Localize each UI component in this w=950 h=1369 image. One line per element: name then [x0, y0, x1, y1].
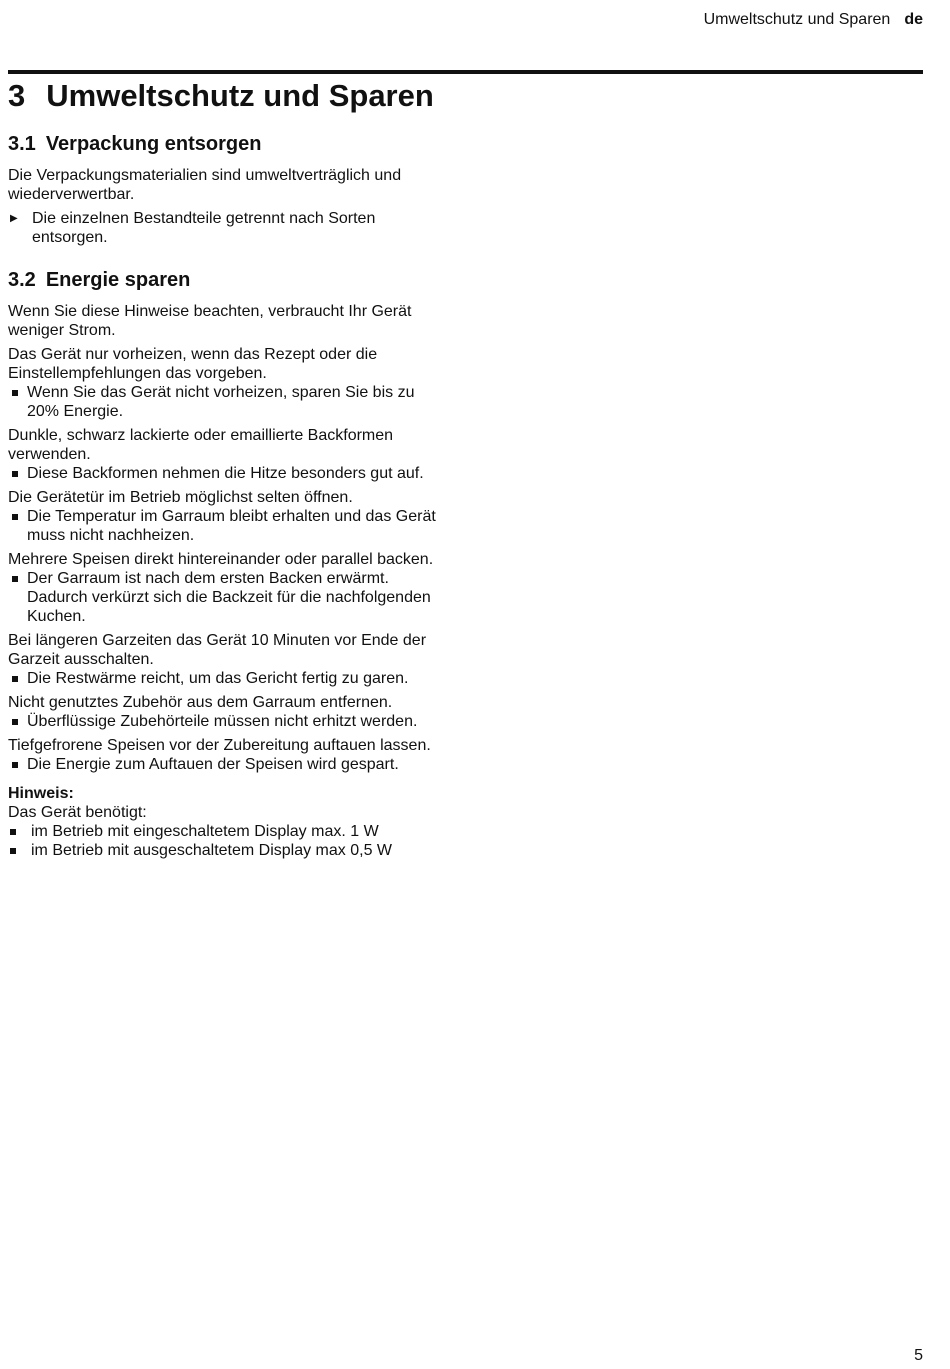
page-number: 5	[914, 1347, 923, 1364]
tip-result	[8, 464, 448, 483]
tip-result-text: Die Restwärme reicht, um das Gericht fertig zu garen.	[27, 670, 409, 687]
section-title: Verpackung entsorgen	[45, 133, 262, 155]
tip-result-text: Die Energie zum Auftauen der Speisen wird gespart.	[27, 756, 399, 773]
running-header	[704, 11, 923, 29]
header-rule	[8, 70, 923, 74]
tip-result	[8, 755, 448, 774]
instruction-step	[8, 209, 448, 247]
note-list-item-text: im Betrieb mit eingeschaltetem Display max. 1 W	[31, 823, 379, 840]
tip-block	[8, 426, 448, 483]
square-bullet-icon	[12, 576, 18, 582]
running-header-title: Umweltschutz und Sparen	[703, 11, 891, 28]
section-heading-2	[8, 268, 448, 292]
tip-result-text: Die Temperatur im Garraum bleibt erhalten und das Gerät muss nicht nachheizen.	[27, 508, 436, 544]
tip-result-text: Diese Backformen nehmen die Hitze besonders gut auf.	[27, 465, 424, 482]
tip-text: Bei längeren Garzeiten das Gerät 10 Minuten vor Ende der Garzeit ausschalten.	[8, 632, 427, 668]
square-bullet-icon	[12, 471, 18, 477]
tip-text: Dunkle, schwarz lackierte oder emaillierte Backformen verwenden.	[8, 427, 394, 463]
instruction-step-text: Die einzelnen Bestandteile getrennt nach Sorten entsorgen.	[32, 210, 376, 246]
note-label: Hinweis:	[8, 785, 74, 802]
tip-result-text: Überflüssige Zubehörteile müssen nicht erhitzt werden.	[27, 713, 418, 730]
tip-text: Tiefgefrorene Speisen vor der Zubereitung auftauen lassen.	[8, 737, 431, 754]
language-code: de	[904, 11, 923, 28]
square-bullet-icon	[12, 719, 18, 725]
note-list-item-text: im Betrieb mit ausgeschaltetem Display max 0,5 W	[31, 842, 393, 859]
section-heading-1	[8, 132, 448, 156]
paragraph: Wenn Sie diese Hinweise beachten, verbraucht Ihr Gerät weniger Strom.	[8, 303, 412, 339]
tip-text: Das Gerät nur vorheizen, wenn das Rezept oder die Einstellempfehlungen das vorgeben.	[8, 346, 378, 382]
square-bullet-icon	[12, 514, 18, 520]
note-intro: Das Gerät benötigt:	[8, 804, 147, 821]
section-number: 3.1	[8, 133, 36, 155]
tip-result-text: Wenn Sie das Gerät nicht vorheizen, sparen Sie bis zu 20% Energie.	[27, 384, 415, 420]
tip-text: Nicht genutztes Zubehör aus dem Garraum entfernen.	[8, 694, 393, 711]
square-bullet-icon	[12, 390, 18, 396]
square-bullet-icon	[12, 762, 18, 768]
tip-block	[8, 550, 448, 626]
tip-block	[8, 631, 448, 688]
tip-block	[8, 345, 448, 421]
tip-result	[8, 569, 448, 626]
tip-block	[8, 488, 448, 545]
triangle-bullet-icon: ▶	[10, 213, 18, 224]
paragraph: Die Verpackungsmaterialien sind umweltverträglich und wiederverwertbar.	[8, 167, 402, 203]
section-title: Energie sparen	[45, 269, 191, 291]
note-list-item	[8, 841, 448, 860]
chapter-number: 3	[8, 78, 26, 113]
chapter-title-text: Umweltschutz und Sparen	[46, 78, 434, 113]
tip-result	[8, 507, 448, 545]
tip-text: Mehrere Speisen direkt hintereinander oder parallel backen.	[8, 551, 434, 568]
section-number: 3.2	[8, 269, 36, 291]
tip-result	[8, 712, 448, 731]
tip-block	[8, 693, 448, 731]
tip-result-text: Der Garraum ist nach dem ersten Backen erwärmt. Dadurch verkürzt sich die Backzeit für die nachfolgenden Kuchen.	[27, 570, 431, 625]
square-bullet-icon	[10, 829, 16, 835]
tip-result	[8, 383, 448, 421]
tip-text: Die Gerätetür im Betrieb möglichst selten öffnen.	[8, 489, 353, 506]
square-bullet-icon	[10, 848, 16, 854]
main-column	[8, 132, 448, 860]
chapter-title	[8, 78, 434, 114]
square-bullet-icon	[12, 676, 18, 682]
note-list-item	[8, 822, 448, 841]
tip-block	[8, 736, 448, 774]
tip-result	[8, 669, 448, 688]
note-box	[8, 784, 448, 860]
